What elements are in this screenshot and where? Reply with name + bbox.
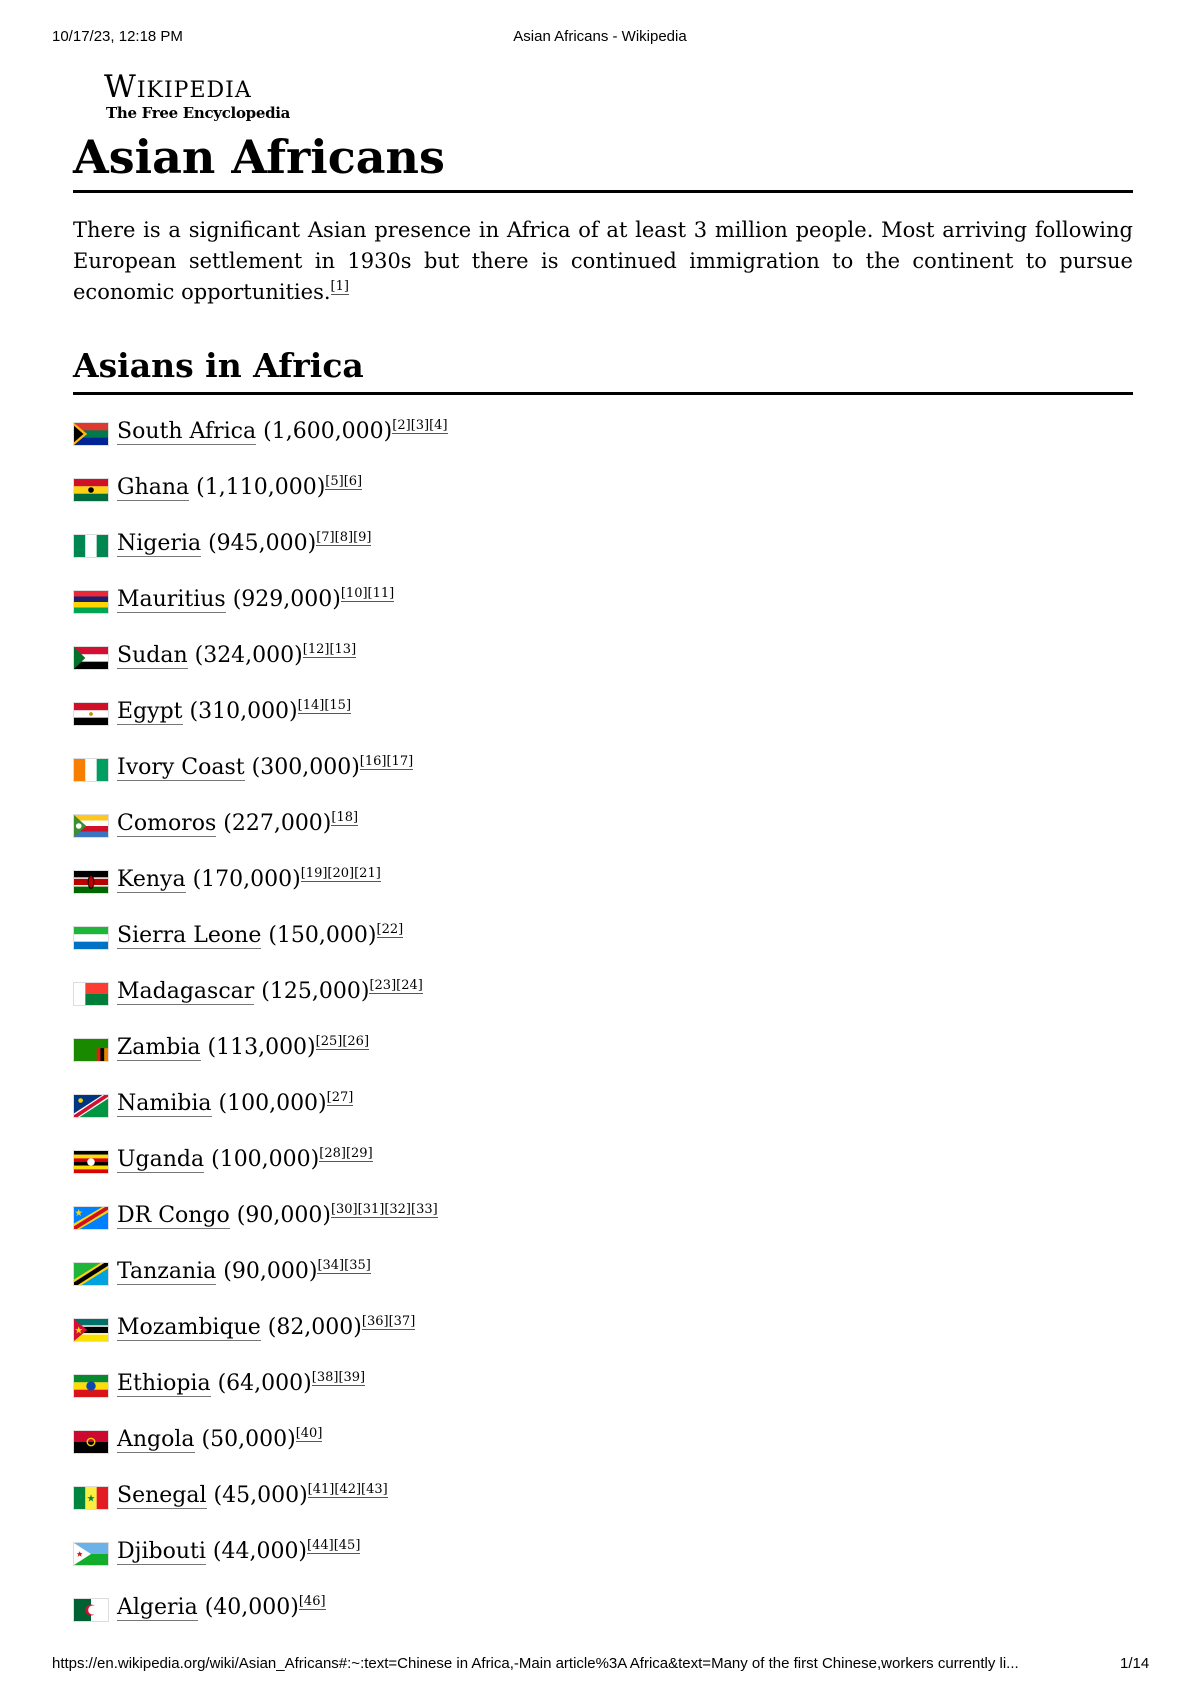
country-item (73, 1425, 1133, 1481)
citation-link[interactable]: [28] (319, 1146, 346, 1161)
print-header (0, 28, 1200, 48)
country-text (117, 1033, 369, 1063)
flag-icon (73, 590, 109, 614)
citation-link[interactable]: [15] (324, 698, 352, 713)
citation-group (362, 1314, 415, 1330)
country-text (117, 1313, 415, 1343)
citation-link[interactable]: [11] (367, 586, 395, 601)
page-title: Asian Africans (73, 126, 1133, 193)
country-text (117, 1593, 326, 1623)
population-value: (90,000) (236, 1203, 331, 1228)
country-item (73, 1201, 1133, 1257)
flag-icon (73, 926, 109, 950)
citation-link[interactable]: [21] (354, 866, 381, 881)
country-item (73, 977, 1133, 1033)
wikipedia-logo[interactable] (104, 70, 290, 122)
country-link[interactable]: Ivory Coast (117, 755, 245, 780)
country-link[interactable]: Mauritius (117, 587, 226, 612)
citation-link[interactable]: [20] (327, 866, 355, 881)
country-item (73, 473, 1133, 529)
country-link[interactable]: South Africa (117, 419, 257, 444)
country-link[interactable]: Namibia (117, 1091, 212, 1116)
country-text (117, 1201, 438, 1231)
country-link[interactable]: Zambia (117, 1035, 201, 1060)
country-text (117, 585, 394, 615)
citation-link[interactable]: [8] (334, 530, 354, 545)
citation-link[interactable]: [39] (338, 1370, 366, 1385)
country-link[interactable]: Angola (117, 1427, 195, 1452)
citation-link[interactable]: [44] (307, 1538, 334, 1553)
flag-icon (73, 1318, 109, 1342)
citation-link[interactable]: [2] (392, 418, 411, 433)
population-value: (90,000) (223, 1259, 318, 1284)
citation-link[interactable]: [31] (357, 1202, 385, 1217)
country-link[interactable]: Nigeria (117, 531, 202, 556)
section-heading: Asians in Africa (73, 344, 1133, 395)
country-text (117, 809, 358, 839)
country-text (117, 1425, 322, 1455)
citation-link[interactable]: [16] (359, 754, 387, 769)
citation-link[interactable]: [26] (342, 1034, 370, 1049)
population-value: (1,110,000) (196, 475, 326, 500)
country-item (73, 1033, 1133, 1089)
population-value: (44,000) (212, 1539, 308, 1564)
country-text (117, 865, 381, 895)
country-text (117, 1481, 388, 1511)
country-text (117, 417, 448, 447)
country-link[interactable]: Egypt (117, 699, 183, 724)
logo-tagline: The Free Encyclopedia (106, 104, 291, 122)
citation-link[interactable]: [9] (353, 530, 372, 545)
flag-icon (73, 702, 109, 726)
citation-link[interactable]: [40] (295, 1426, 323, 1441)
country-link[interactable]: Madagascar (117, 979, 255, 1004)
country-text (117, 1089, 353, 1119)
citation-group (296, 1426, 323, 1442)
country-text (117, 473, 362, 503)
population-value: (310,000) (189, 699, 298, 724)
country-item (73, 865, 1133, 921)
country-link[interactable]: Sierra Leone (117, 923, 262, 948)
flag-icon (73, 646, 109, 670)
citation-group (301, 866, 381, 882)
country-item (73, 529, 1133, 585)
population-value: (100,000) (211, 1147, 320, 1172)
print-url: https://en.wikipedia.org/wiki/Asian_Africans#:~:text=Chinese in Africa,-Main article%3A Africa&text=Many of the first Chinese,workers currently li... (52, 1655, 1019, 1672)
citation-group (316, 530, 371, 546)
citation-group (325, 474, 362, 490)
flag-icon (73, 534, 109, 558)
country-text (117, 1369, 365, 1399)
country-item (73, 753, 1133, 809)
country-list (73, 417, 1133, 1649)
citation-link[interactable]: [23] (369, 978, 397, 993)
country-link[interactable]: Djibouti (117, 1539, 206, 1564)
population-value: (45,000) (213, 1483, 308, 1508)
citation-group (317, 1258, 370, 1274)
citation-link[interactable]: [27] (326, 1090, 354, 1105)
intro-paragraph (73, 215, 1133, 308)
citation-link[interactable]: [10] (340, 586, 368, 601)
population-value: (929,000) (232, 587, 341, 612)
citation-link[interactable]: [30] (330, 1202, 358, 1217)
flag-icon (73, 1598, 109, 1622)
citation-group (316, 1034, 369, 1050)
citation-link[interactable]: [17] (386, 754, 414, 769)
citation-group (360, 754, 413, 770)
flag-icon (73, 870, 109, 894)
flag-icon (73, 1262, 109, 1286)
citation-group (298, 698, 351, 714)
citation-group (392, 418, 447, 434)
country-text (117, 1537, 360, 1567)
country-item (73, 417, 1133, 473)
citation-link[interactable]: [1] (330, 279, 349, 294)
flag-icon (73, 1430, 109, 1454)
citation-group (327, 1090, 354, 1106)
flag-icon (73, 982, 109, 1006)
citation-group (331, 1202, 438, 1218)
citation-link[interactable]: [35] (344, 1258, 371, 1273)
country-link[interactable]: Mozambique (117, 1315, 261, 1340)
flag-icon (73, 1206, 109, 1230)
country-item (73, 1145, 1133, 1201)
flag-icon (73, 1038, 109, 1062)
citation-link[interactable]: [29] (345, 1146, 373, 1161)
population-value: (100,000) (218, 1091, 327, 1116)
citation-link[interactable]: [19] (300, 866, 328, 881)
population-value: (82,000) (267, 1315, 362, 1340)
country-link[interactable]: Ghana (117, 475, 190, 500)
flag-icon (73, 1486, 109, 1510)
citation-group (341, 586, 394, 602)
print-footer (0, 1655, 1200, 1675)
flag-icon (73, 422, 109, 446)
citation-link[interactable]: [41] (307, 1482, 335, 1497)
citation-group (307, 1538, 360, 1554)
country-item (73, 809, 1133, 865)
population-value: (227,000) (223, 811, 332, 836)
article-content (73, 126, 1133, 1649)
population-value: (64,000) (217, 1371, 312, 1396)
country-item (73, 1369, 1133, 1425)
country-item (73, 1313, 1133, 1369)
country-text (117, 641, 356, 671)
citation-link[interactable]: [34] (317, 1258, 345, 1273)
logo-wordmark: Wikipedia (104, 69, 252, 105)
citation-group (331, 810, 358, 826)
country-item (73, 1481, 1133, 1537)
citation-link[interactable]: [18] (331, 810, 359, 825)
population-value: (40,000) (204, 1595, 299, 1620)
country-link[interactable]: DR Congo (117, 1203, 230, 1228)
citation-link[interactable]: [5] (325, 474, 344, 489)
population-value: (125,000) (261, 979, 370, 1004)
citation-link[interactable]: [45] (333, 1538, 361, 1553)
country-link[interactable]: Sudan (117, 643, 188, 668)
citation-group (303, 642, 356, 658)
country-link[interactable]: Algeria (117, 1595, 198, 1620)
country-link[interactable]: Senegal (117, 1483, 207, 1508)
citation-link[interactable]: [6] (343, 474, 363, 489)
flag-icon (73, 478, 109, 502)
citation-link[interactable]: [46] (298, 1594, 326, 1609)
citation-link[interactable]: [42] (334, 1482, 362, 1497)
citation-link[interactable]: [43] (361, 1482, 388, 1497)
country-link[interactable]: Tanzania (117, 1259, 217, 1284)
country-link[interactable]: Kenya (117, 867, 186, 892)
citation-group (377, 922, 404, 938)
country-text (117, 1145, 373, 1175)
flag-icon (73, 1150, 109, 1174)
country-text (117, 977, 423, 1007)
citation-link[interactable]: [36] (361, 1314, 389, 1329)
country-text (117, 1257, 371, 1287)
country-item (73, 921, 1133, 977)
country-item (73, 1257, 1133, 1313)
intro-text: There is a significant Asian presence in Africa of at least 3 million people. Most arriving following European settlement in 1930s but there is continued immigration to the continent to pursue economic opportunities. (73, 218, 1133, 304)
print-page-title: Asian Africans - Wikipedia (513, 28, 687, 45)
flag-icon (73, 1542, 109, 1566)
population-value: (170,000) (192, 867, 301, 892)
flag-icon (73, 1094, 109, 1118)
citation-link[interactable]: [37] (388, 1314, 416, 1329)
citation-link[interactable]: [33] (411, 1202, 438, 1217)
country-text (117, 697, 351, 727)
population-value: (50,000) (201, 1427, 296, 1452)
citation-group (312, 1370, 365, 1386)
population-value: (324,000) (194, 643, 303, 668)
population-value: (945,000) (208, 531, 317, 556)
country-link[interactable]: Comoros (117, 811, 217, 836)
flag-icon (73, 1374, 109, 1398)
flag-icon (73, 814, 109, 838)
country-text (117, 921, 403, 951)
citation-link[interactable]: [38] (311, 1370, 339, 1385)
country-item (73, 1089, 1133, 1145)
citation-link[interactable]: [24] (396, 978, 423, 993)
citation-link[interactable]: [13] (329, 642, 357, 657)
country-link[interactable]: Ethiopia (117, 1371, 211, 1396)
citation-group (308, 1482, 388, 1498)
citation-group (299, 1594, 326, 1610)
population-value: (150,000) (268, 923, 377, 948)
country-item (73, 641, 1133, 697)
country-text (117, 753, 413, 783)
population-value: (300,000) (251, 755, 360, 780)
citation-link[interactable]: [4] (429, 418, 448, 433)
country-item (73, 585, 1133, 641)
citation-link[interactable]: [3] (410, 418, 430, 433)
citation-group (369, 978, 422, 994)
citation-link[interactable]: [25] (315, 1034, 343, 1049)
country-item (73, 1593, 1133, 1649)
country-link[interactable]: Uganda (117, 1147, 205, 1172)
print-page-number: 1/14 (1120, 1655, 1150, 1672)
flag-icon (73, 758, 109, 782)
citation-link[interactable]: [12] (302, 642, 330, 657)
country-text (117, 529, 371, 559)
country-item (73, 697, 1133, 753)
population-value: (113,000) (207, 1035, 316, 1060)
print-date: 10/17/23, 12:18 PM (52, 28, 183, 45)
citation-link[interactable]: [32] (384, 1202, 411, 1217)
country-item (73, 1537, 1133, 1593)
citation-group (319, 1146, 372, 1162)
citation-link[interactable]: [7] (316, 530, 335, 545)
citation-link[interactable]: [14] (297, 698, 325, 713)
citation-link[interactable]: [22] (376, 922, 404, 937)
population-value: (1,600,000) (263, 419, 393, 444)
